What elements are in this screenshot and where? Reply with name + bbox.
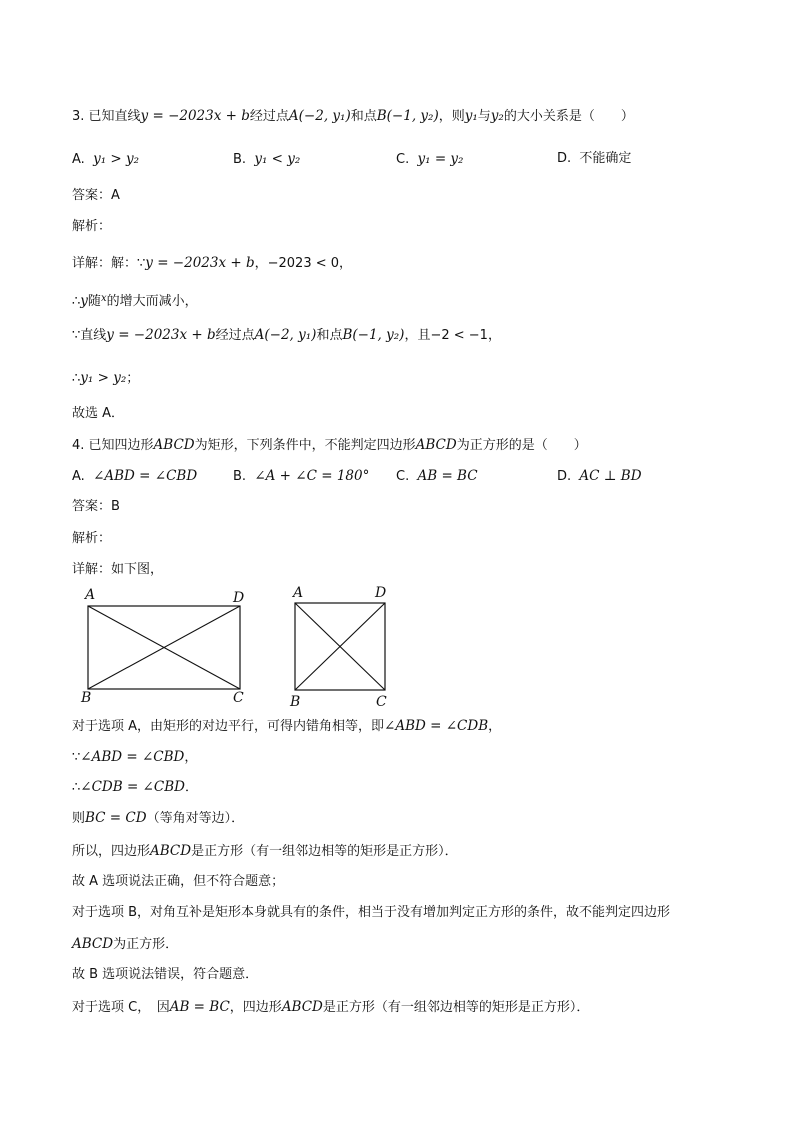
q3-conclusion: 故选 A． bbox=[72, 406, 125, 421]
q4-step4-suffix: （等角对等边）． bbox=[146, 811, 245, 826]
q4-step3-suffix: ． bbox=[184, 780, 198, 795]
q4-step2 bbox=[72, 748, 197, 767]
q4-step5-prefix: 所以，四边形 bbox=[72, 844, 151, 859]
q4-option-b bbox=[233, 467, 369, 486]
rect-label-c: C bbox=[233, 690, 244, 706]
q3-line2-mid: 随 bbox=[87, 294, 101, 309]
q4-step4 bbox=[72, 809, 244, 828]
q3-line2-x: x bbox=[100, 293, 107, 304]
q3-line3-point-a: A(−2, y₁) bbox=[254, 327, 317, 343]
q3-stem-mid2: 和点 bbox=[350, 109, 377, 124]
q3-detail-suffix: ，−2023 < 0， bbox=[254, 256, 353, 271]
q4-step5 bbox=[72, 842, 458, 861]
q4-step1-prefix: 对于选项 A，由矩形的对边平行，可得内错角相等，即 bbox=[72, 719, 385, 734]
q3-option-d-text: 不能确定 bbox=[579, 151, 632, 166]
q3-stem-and: 与 bbox=[477, 109, 491, 124]
q4-step9: 故 B 选项说法错误，符合题意． bbox=[72, 967, 259, 982]
q3-line2-suffix: 的增大而减小， bbox=[106, 294, 198, 309]
q4-step2-suffix: ， bbox=[184, 750, 198, 765]
q4-detail: 详解：如下图， bbox=[72, 562, 164, 577]
q3-detail-line2 bbox=[72, 290, 198, 311]
q3-stem-y1: y₁ bbox=[464, 108, 478, 124]
q3-detail-line4 bbox=[72, 369, 139, 388]
q4-option-d bbox=[557, 467, 642, 486]
q3-line3-mid2: 和点 bbox=[316, 328, 343, 343]
q3-line4-prefix: ∴ bbox=[72, 371, 81, 386]
q4-stem-mid: 为矩形，下列条件中，不能判定四边形 bbox=[194, 438, 416, 453]
q3-option-b bbox=[233, 150, 300, 169]
q4-step3-prefix: ∴ bbox=[72, 780, 81, 795]
q3-option-d bbox=[557, 150, 631, 168]
q3-line2-prefix: ∴ bbox=[72, 294, 81, 309]
q3-stem-equation: y = −2023x + b bbox=[140, 108, 250, 124]
q3-answer: 答案：A bbox=[72, 188, 120, 203]
q3-detail-line1 bbox=[72, 254, 352, 273]
q4-option-c-letter: C. bbox=[396, 469, 410, 484]
q4-option-a bbox=[72, 467, 197, 486]
q3-detail-equation: y = −2023x + b bbox=[145, 255, 255, 271]
q4-option-d-text: AC ⊥ BD bbox=[579, 468, 642, 484]
q4-option-c bbox=[396, 467, 478, 486]
q3-analysis-label: 解析： bbox=[72, 219, 112, 234]
q3-detail-prefix: 详解：解：∵ bbox=[72, 256, 146, 271]
square-label-a: A bbox=[293, 585, 304, 601]
q3-option-a bbox=[72, 150, 139, 169]
rect-label-d: D bbox=[233, 590, 245, 606]
q4-step10-abcd: ABCD bbox=[281, 999, 323, 1015]
q3-line3-point-b: B(−1, y₂) bbox=[342, 327, 405, 343]
q3-option-c-letter: C. bbox=[396, 152, 410, 167]
q4-step4-prefix: 则 bbox=[72, 811, 86, 826]
q4-step4-equation: BC = CD bbox=[85, 810, 147, 826]
q4-step1 bbox=[72, 717, 501, 736]
q3-option-b-text: y₁ < y₂ bbox=[254, 151, 301, 167]
q4-step10-equation: AB = BC bbox=[169, 999, 230, 1015]
square-label-d: D bbox=[375, 585, 387, 601]
q4-option-d-letter: D. bbox=[557, 469, 572, 484]
q4-step8 bbox=[72, 935, 178, 954]
q4-option-a-text: ∠ABD = ∠CBD bbox=[93, 468, 198, 484]
q3-stem-y2: y₂ bbox=[490, 108, 504, 124]
q3-line3-equation: y = −2023x + b bbox=[106, 327, 216, 343]
q4-analysis-label: 解析： bbox=[72, 531, 112, 546]
q4-stem-abcd-1: ABCD bbox=[153, 437, 195, 453]
square-figure bbox=[284, 582, 404, 712]
q4-step3 bbox=[72, 778, 198, 797]
q4-stem-suffix: 为正方形的是（ ） bbox=[456, 438, 587, 453]
q4-step10-mid: ，四边形 bbox=[229, 1000, 282, 1015]
q3-option-c bbox=[396, 150, 463, 169]
q3-line4-suffix: ； bbox=[126, 371, 140, 386]
q3-stem-mid3: ，则 bbox=[438, 109, 465, 124]
q4-step5-abcd: ABCD bbox=[150, 843, 192, 859]
q4-option-c-text: AB = BC bbox=[417, 468, 478, 484]
rect-label-a: A bbox=[85, 587, 96, 603]
q3-stem-point-b: B(−1, y₂) bbox=[376, 108, 439, 124]
q4-step1-suffix: ， bbox=[488, 719, 502, 734]
q4-stem-abcd-2: ABCD bbox=[415, 437, 457, 453]
q4-step10-suffix: 是正方形（有一组邻边相等的矩形是正方形）． bbox=[322, 1000, 590, 1015]
q4-step8-suffix: 为正方形． bbox=[113, 937, 179, 952]
square-label-c: C bbox=[376, 694, 387, 710]
q4-step1-equation: ∠ABD = ∠CDB bbox=[384, 718, 489, 734]
q3-line3-suffix: ，且−2 < −1， bbox=[404, 328, 501, 343]
q3-stem-mid1: 经过点 bbox=[249, 109, 289, 124]
q4-stem-prefix: 4. 已知四边形 bbox=[72, 438, 154, 453]
q3-detail-line3 bbox=[72, 326, 501, 345]
q3-option-d-letter: D. bbox=[557, 151, 572, 166]
q3-option-a-letter: A. bbox=[72, 152, 85, 167]
q3-option-a-text: y₁ > y₂ bbox=[93, 151, 140, 167]
q3-line3-mid1: 经过点 bbox=[215, 328, 255, 343]
q4-answer: 答案：B bbox=[72, 499, 120, 514]
q3-stem-point-a: A(−2, y₁) bbox=[288, 108, 351, 124]
q4-option-b-text: ∠A + ∠C = 180° bbox=[254, 468, 370, 484]
q3-option-c-text: y₁ = y₂ bbox=[417, 151, 464, 167]
rect-label-b: B bbox=[81, 690, 92, 706]
q3-line4-equation: y₁ > y₂ bbox=[80, 370, 127, 386]
q4-option-a-letter: A. bbox=[72, 469, 85, 484]
q3-stem-suffix: 的大小关系是（ ） bbox=[503, 109, 634, 124]
q3-line3-prefix: ∵直线 bbox=[72, 328, 107, 343]
q4-step10 bbox=[72, 998, 589, 1017]
q4-step3-equation: ∠CDB = ∠CBD bbox=[80, 779, 185, 795]
q4-step7: 对于选项 B，对角互补是矩形本身就具有的条件，相当于没有增加判定正方形的条件，故不能判定四边形 bbox=[72, 905, 671, 920]
q3-option-b-letter: B. bbox=[233, 152, 247, 167]
q4-option-b-letter: B. bbox=[233, 469, 247, 484]
q4-stem bbox=[72, 436, 587, 455]
q4-step8-abcd: ABCD bbox=[72, 936, 114, 952]
q3-stem-prefix: 3. 已知直线 bbox=[72, 109, 141, 124]
q4-step6: 故 A 选项说法正确，但不符合题意； bbox=[72, 874, 285, 889]
q3-line2-y: y bbox=[80, 293, 88, 309]
q4-step10-prefix: 对于选项 C， 因 bbox=[72, 1000, 170, 1015]
rectangle-figure bbox=[76, 584, 256, 710]
q4-step5-suffix: 是正方形（有一组邻边相等的矩形是正方形）． bbox=[191, 844, 458, 859]
q3-stem bbox=[72, 107, 634, 126]
q4-step2-equation: ∠ABD = ∠CBD bbox=[80, 749, 185, 765]
square-label-b: B bbox=[290, 694, 301, 710]
q4-step2-prefix: ∵ bbox=[72, 750, 81, 765]
